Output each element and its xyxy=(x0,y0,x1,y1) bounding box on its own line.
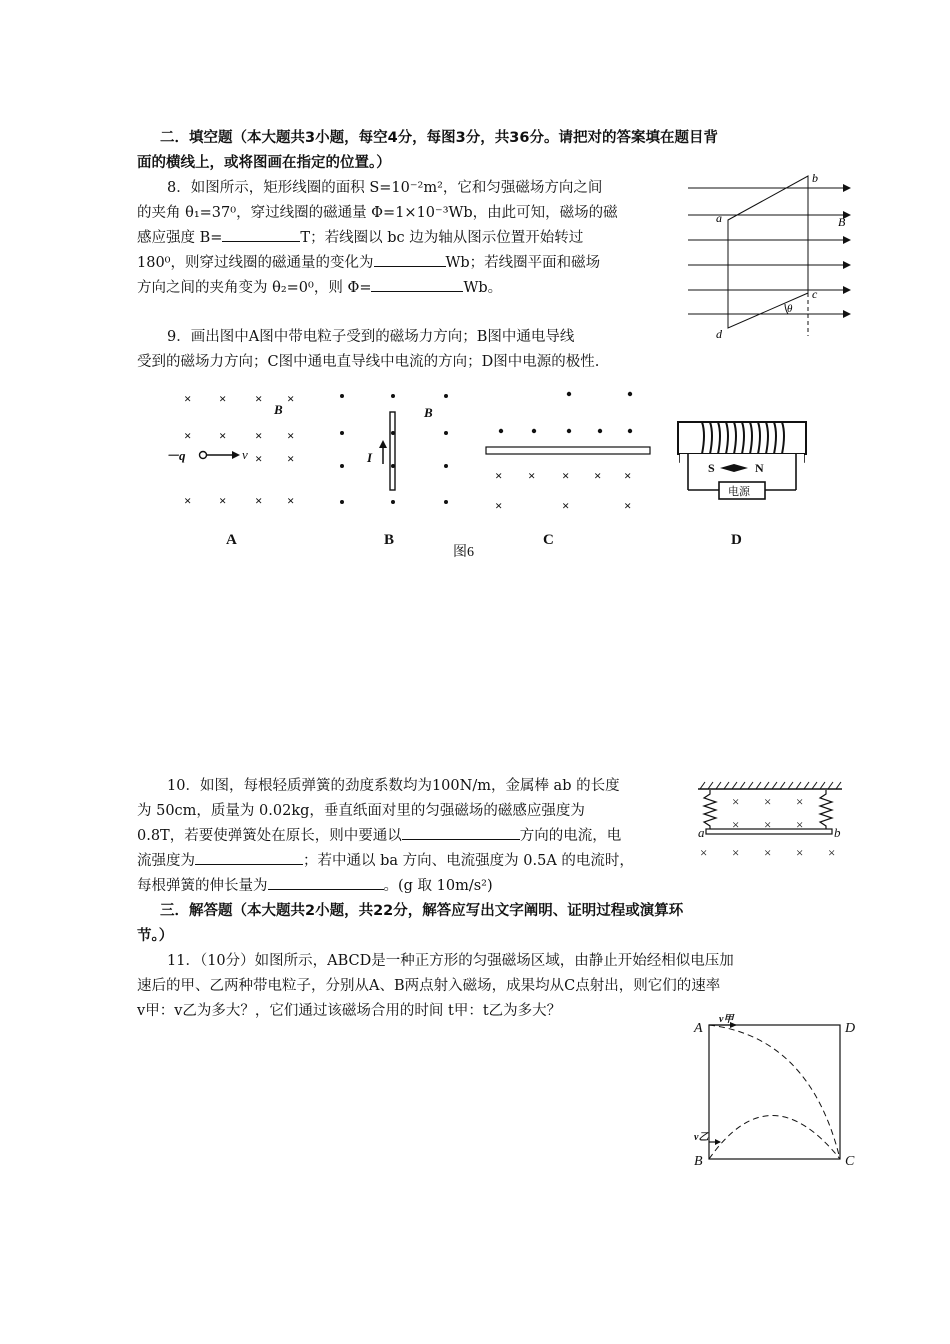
q10-line5-b: 。(g 取 10m/s²) xyxy=(383,878,493,894)
label-d: d xyxy=(716,327,722,341)
label-a: a xyxy=(716,211,722,225)
v-yi-label: v乙 xyxy=(694,1132,709,1143)
label-b: b xyxy=(812,171,818,185)
figure-D xyxy=(678,422,806,548)
corner-D-label: D xyxy=(845,1021,856,1036)
b-dot xyxy=(340,394,344,398)
b-current-arrow-head-icon xyxy=(379,440,387,448)
q10-line3-a: 0.8T，若要使弹簧处在原长，则中要通以 xyxy=(137,828,402,844)
q8-blank-B[interactable] xyxy=(222,227,300,242)
q10-cross: × xyxy=(732,817,740,832)
trajectory-jia xyxy=(709,1025,840,1159)
q10-line3-b: 方向的电流，电 xyxy=(519,828,622,844)
q8-line4-b: Wb；若线圈平面和磁场 xyxy=(445,255,601,271)
ceiling-hatch-icon xyxy=(700,782,841,789)
c-cross: × xyxy=(624,468,632,483)
section2-heading-line2: 面的横线上，或将图画在指定的位置。） xyxy=(137,155,391,171)
q10-line3 xyxy=(137,824,621,848)
q10-cross: × xyxy=(796,817,804,832)
b-conductor xyxy=(390,412,395,490)
rod-label-a: a xyxy=(698,825,705,840)
a-cross: × xyxy=(184,493,192,508)
b-dot xyxy=(444,394,448,398)
q8-line3-a: 感应强度 B= xyxy=(137,230,223,246)
a-field-label: B xyxy=(274,402,283,417)
right-spring-icon xyxy=(820,790,832,829)
a-charge-icon xyxy=(200,452,207,459)
q8-blank-delta-phi[interactable] xyxy=(374,252,446,267)
corner-A-label: A xyxy=(694,1021,703,1036)
b-dot xyxy=(391,394,395,398)
c-dot xyxy=(567,392,571,396)
figure-A-label: A xyxy=(226,532,237,548)
figure-caption: 图6 xyxy=(453,545,474,560)
q10-line2: 为 50cm，质量为 0.02kg，垂直纸面对里的匀强磁场的磁感应强度为 xyxy=(137,803,585,819)
section3-heading-line2: 节。） xyxy=(137,928,174,944)
q9-line2: 受到的磁场力方向；C图中通电直导线中电流的方向；D图中电源的极性. xyxy=(137,354,600,370)
q11-line3: v甲：v乙为多大？，它们通过该磁场合用的时间 t甲：t乙为多大？ xyxy=(137,1003,562,1019)
figure-D-label: D xyxy=(731,532,742,548)
q10-line5-a: 每根弹簧的伸长量为 xyxy=(137,878,268,894)
corner-B-label: B xyxy=(694,1154,703,1169)
b-field-label: B xyxy=(424,405,433,420)
c-cross: × xyxy=(562,468,570,483)
label-theta: θ xyxy=(787,303,793,315)
a-cross: × xyxy=(255,428,263,443)
q8-line4 xyxy=(137,251,600,275)
a-cross: × xyxy=(287,493,295,508)
coil-outline xyxy=(728,176,808,328)
q10-line5 xyxy=(137,874,493,898)
q11-line2: 速后的甲、乙两种带电粒子，分别从A、B两点射入磁场，成果均从C点射出，则它们的速率 xyxy=(137,978,721,994)
corner-C-label: C xyxy=(845,1154,855,1169)
v-jia-label: v甲 xyxy=(719,1014,734,1025)
d-N-label: N xyxy=(755,461,764,475)
figure-6 xyxy=(162,384,822,560)
q10-cross: × xyxy=(764,845,772,860)
figure-B xyxy=(340,394,474,560)
a-cross: × xyxy=(255,451,263,466)
q8-line5-a: 方向之间的夹角变为 θ₂=0⁰，则 Φ= xyxy=(137,280,372,296)
figure-B-label: B xyxy=(384,532,395,548)
b-dot xyxy=(340,431,344,435)
a-cross: × xyxy=(255,391,263,406)
a-charge-label: －q xyxy=(166,448,186,463)
q8-coil-figure xyxy=(684,168,856,342)
q10-line1: 10．如图，每根轻质弹簧的劲度系数均为100N/m，金属棒 ab 的长度 xyxy=(167,778,620,794)
q10-spring-figure xyxy=(694,780,846,862)
q8-line3 xyxy=(137,226,583,250)
q10-cross: × xyxy=(796,845,804,860)
rod-label-b: b xyxy=(834,825,841,840)
c-dot xyxy=(499,429,503,433)
q10-cross: × xyxy=(764,817,772,832)
c-dot xyxy=(532,429,536,433)
a-cross: × xyxy=(184,428,192,443)
c-cross: × xyxy=(495,498,503,513)
c-dot xyxy=(628,392,632,396)
b-dot xyxy=(391,500,395,504)
field-lines xyxy=(688,188,850,314)
d-source-label: 电源 xyxy=(728,486,750,498)
q10-blank-current[interactable] xyxy=(195,850,303,865)
label-field-B: B xyxy=(838,215,846,229)
q10-blank-direction[interactable] xyxy=(402,825,520,840)
c-cross: × xyxy=(495,468,503,483)
q10-cross: × xyxy=(732,845,740,860)
q10-cross: × xyxy=(700,845,708,860)
c-cross: × xyxy=(624,498,632,513)
c-dot xyxy=(598,429,602,433)
c-cross: × xyxy=(594,468,602,483)
q10-line4 xyxy=(137,849,634,873)
q8-line4-a: 180⁰，则穿过线圈的磁通量的变化为 xyxy=(137,255,374,271)
q10-cross: × xyxy=(764,794,772,809)
q8-line2: 的夹角 θ₁=37⁰，穿过线圈的磁通量 Φ=1×10⁻³Wb，由此可知，磁场的磁 xyxy=(137,205,618,221)
trajectory-yi xyxy=(709,1116,840,1160)
a-cross: × xyxy=(219,391,227,406)
figure-C xyxy=(486,392,650,548)
q8-line5 xyxy=(137,276,502,300)
q10-cross: × xyxy=(828,845,836,860)
b-dot xyxy=(444,431,448,435)
c-cross: × xyxy=(528,468,536,483)
b-dot xyxy=(340,464,344,468)
left-spring-icon xyxy=(704,790,716,829)
q9-line1: 9．画出图中A图中带电粒子受到的磁场力方向；B图中通电导线 xyxy=(167,329,575,345)
a-cross: × xyxy=(287,428,295,443)
q10-cross: × xyxy=(732,794,740,809)
a-cross: × xyxy=(219,428,227,443)
label-c: c xyxy=(812,287,818,301)
figure-A xyxy=(166,391,294,548)
q8-line1: 8．如图所示，矩形线圈的面积 S=10⁻²m²，它和匀强磁场方向之间 xyxy=(167,180,603,196)
a-cross: × xyxy=(219,493,227,508)
b-dot xyxy=(444,500,448,504)
a-cross: × xyxy=(287,451,295,466)
q8-line3-b: T；若线圈以 bc 边为轴从图示位置开始转过 xyxy=(300,230,584,246)
b-current-label: I xyxy=(367,450,373,465)
q11-line1: 11．（10分）如图所示，ABCD是一种正方形的匀强磁场区域，由静止开始经相似电压加 xyxy=(167,953,734,969)
a-cross: × xyxy=(184,391,192,406)
figure-C-label: C xyxy=(543,532,554,548)
q10-blank-extension[interactable] xyxy=(268,875,384,890)
section2-heading-line1: 二．填空题（本大题共3小题，每空4分，每图3分，共36分。请把对的答案填在题目背 xyxy=(160,130,718,146)
c-dot xyxy=(628,429,632,433)
d-S-label: S xyxy=(708,461,715,475)
q8-blank-phi[interactable] xyxy=(371,277,463,292)
a-cross: × xyxy=(255,493,263,508)
section3-heading-line1: 三．解答题（本大题共2小题，共22分，解答应写出文字阐明、证明过程或演算环 xyxy=(160,903,684,919)
a-cross: × xyxy=(287,391,295,406)
q11-square-field-figure xyxy=(690,1012,864,1174)
b-dot xyxy=(444,464,448,468)
c-cross: × xyxy=(562,498,570,513)
c-dot xyxy=(567,429,571,433)
square-ABCD xyxy=(709,1025,840,1159)
q10-line4-b: ；若中通以 ba 方向、电流强度为 0.5A 的电流时， xyxy=(303,853,634,869)
a-v-label: v xyxy=(242,447,248,462)
a-arrow-head-icon xyxy=(232,451,240,459)
b-dot xyxy=(340,500,344,504)
v-yi-arrow-head-icon xyxy=(715,1139,721,1145)
c-wire xyxy=(486,447,650,454)
q8-line5-b: Wb。 xyxy=(463,280,503,296)
q10-line4-a: 流强度为 xyxy=(137,853,195,869)
q10-cross: × xyxy=(796,794,804,809)
